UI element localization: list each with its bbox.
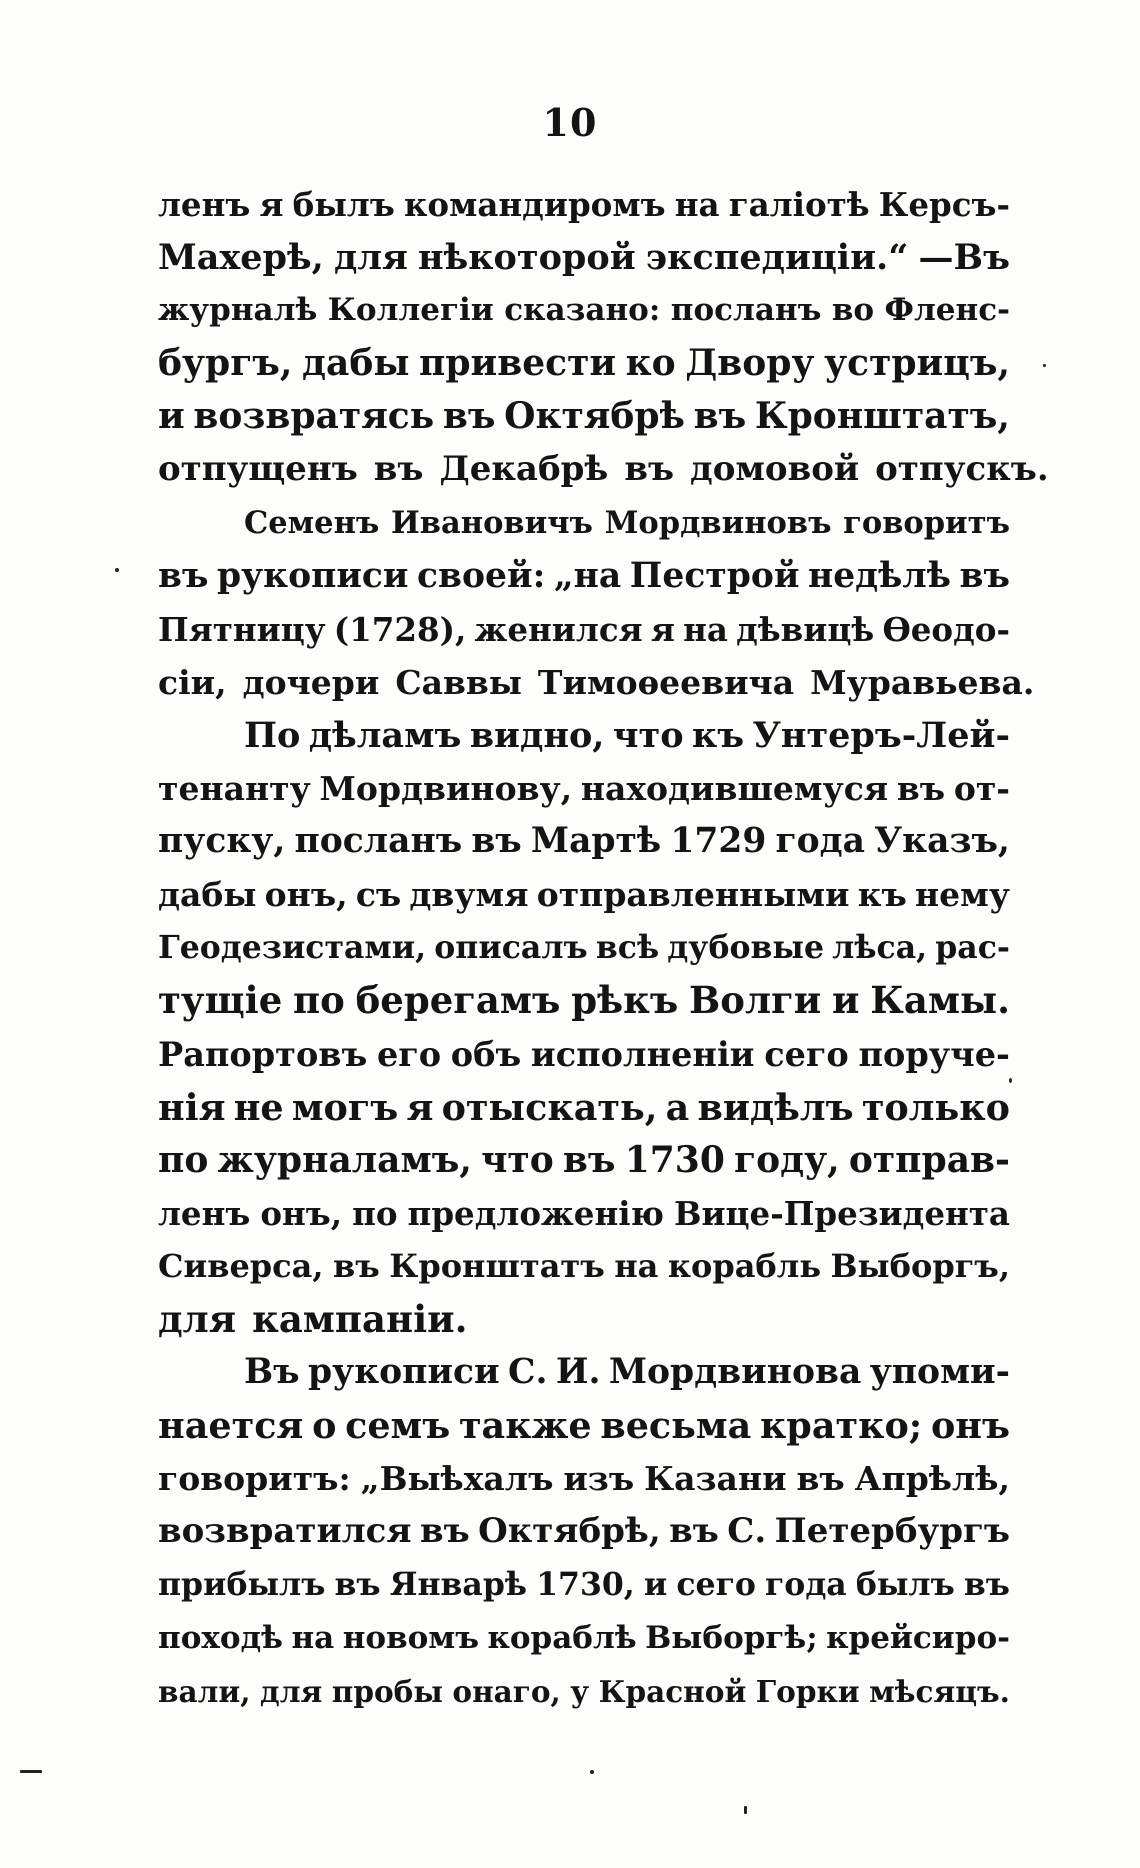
word: также <box>458 1404 592 1448</box>
body-text <box>158 178 1049 1718</box>
word: отправленными <box>536 875 850 915</box>
word: дѣвицѣ <box>736 609 875 649</box>
word: пробы <box>331 1673 443 1709</box>
word: онъ, <box>264 875 348 915</box>
word: возвратясь <box>193 395 435 438</box>
word: дабы <box>302 342 410 385</box>
text-line <box>158 390 1010 443</box>
word: По <box>244 714 301 756</box>
print-speck <box>744 1806 747 1814</box>
word: 1730 <box>624 1138 725 1181</box>
word: на <box>683 609 728 649</box>
word: рукописи <box>308 1352 500 1393</box>
word: женился <box>474 609 643 649</box>
text-line <box>158 656 1035 709</box>
word: С. <box>727 1511 767 1552</box>
word: видѣлъ <box>697 1085 854 1129</box>
word: посланъ <box>294 821 463 862</box>
print-speck <box>20 1770 42 1773</box>
word: по <box>293 978 345 1023</box>
text-line <box>158 1452 1010 1505</box>
word: по <box>352 1193 398 1233</box>
text-line <box>158 497 1010 550</box>
word: устрицъ, <box>824 342 1010 385</box>
word: только <box>861 1085 1010 1129</box>
word: весьма <box>600 1404 752 1448</box>
word: въ <box>963 1566 1010 1604</box>
word: нается <box>158 1404 304 1448</box>
word: мѣсяцъ. <box>869 1673 1010 1709</box>
word: кампаніи. <box>252 1296 468 1341</box>
word: командиромъ <box>403 185 666 224</box>
word: рас- <box>935 929 1010 967</box>
word: от- <box>953 769 1010 809</box>
text-line <box>158 1612 1010 1665</box>
word: поруче- <box>858 1034 1010 1074</box>
word: двумя <box>409 875 529 915</box>
text-line <box>158 1665 1010 1718</box>
word: упоми- <box>869 1352 1010 1393</box>
word: у <box>570 1673 590 1709</box>
word: сказано: <box>504 292 661 329</box>
word: въ <box>442 395 496 438</box>
word: въ <box>959 555 1010 596</box>
word: его <box>376 1034 442 1074</box>
word: (1728), <box>333 609 467 649</box>
word: я <box>259 185 284 224</box>
word: и <box>831 978 860 1023</box>
word: въ <box>562 1138 616 1181</box>
word: Красной <box>598 1673 747 1709</box>
word: семъ <box>345 1404 451 1448</box>
word: Октябрѣ, <box>478 1511 661 1552</box>
word: говоритъ: <box>158 1459 351 1499</box>
word: крейсиро- <box>826 1619 1010 1656</box>
print-speck <box>1043 364 1046 367</box>
word: кораблѣ <box>487 1619 637 1656</box>
text-line <box>158 231 1010 284</box>
word: Октябрѣ <box>504 395 685 438</box>
word: по <box>158 1138 209 1181</box>
word: былъ <box>855 1566 955 1604</box>
word: Керсъ- <box>878 185 1010 224</box>
text-line <box>158 1187 1010 1240</box>
word: „Выѣхалъ <box>360 1459 554 1499</box>
word: —Въ <box>918 237 1010 279</box>
word: Горки <box>755 1673 860 1709</box>
word: тенанту <box>158 769 311 809</box>
word: описалъ <box>434 929 588 967</box>
text-line <box>158 1399 1010 1452</box>
word: на <box>291 1619 335 1656</box>
word: не <box>233 1085 284 1129</box>
word: дабы <box>158 875 257 915</box>
text-line <box>158 974 1010 1027</box>
word: новомъ <box>342 1619 479 1656</box>
word: онаго, <box>452 1673 561 1709</box>
word: Геодезистами, <box>158 929 427 967</box>
word: отправ- <box>848 1138 1010 1181</box>
text-line <box>158 337 1010 390</box>
text-line <box>158 550 1010 603</box>
word: что <box>612 714 684 756</box>
word: дочери <box>242 662 380 702</box>
text-line <box>158 815 1010 868</box>
text-line <box>158 284 1010 337</box>
word: домовой <box>690 449 860 490</box>
word: въ <box>419 1511 470 1552</box>
word: въ <box>624 449 675 490</box>
word: пуску, <box>158 821 286 862</box>
word: Январѣ <box>389 1566 527 1604</box>
print-speck <box>115 568 119 572</box>
word: походѣ <box>158 1619 283 1656</box>
word: въ <box>896 769 946 809</box>
word: Саввы <box>395 662 522 702</box>
word: Унтеръ-Лей- <box>752 714 1010 756</box>
word: Ивановичъ <box>390 504 593 541</box>
word: корабль <box>667 1246 822 1285</box>
word: Коллегіи <box>327 292 494 329</box>
text-line <box>158 1081 1010 1134</box>
text-line <box>158 1134 1010 1187</box>
word: ко <box>625 342 676 385</box>
word: ленъ <box>158 1193 251 1233</box>
word: году, <box>734 1138 840 1181</box>
word: въ <box>158 555 209 596</box>
word: сіи, <box>158 662 227 702</box>
word: Мордвиновъ <box>604 504 832 541</box>
word: Семенъ <box>244 504 380 541</box>
word: въ <box>796 1459 845 1499</box>
word: предложенію <box>407 1193 664 1233</box>
word: говоритъ <box>843 504 1010 541</box>
word: бургъ, <box>158 342 293 385</box>
word: отпущенъ <box>158 449 358 490</box>
word: для <box>260 1673 323 1709</box>
word: нѣкоторой <box>418 237 636 279</box>
word: Мордвинову, <box>319 769 573 809</box>
print-speck <box>1009 1078 1012 1083</box>
word: къ <box>691 714 745 756</box>
word: онъ, <box>260 1193 343 1233</box>
text-line <box>158 1505 1010 1558</box>
word: экспедиціи.“ <box>645 237 909 279</box>
word: Указъ, <box>874 821 1010 862</box>
word: привести <box>419 342 617 385</box>
text-line <box>158 1293 1010 1346</box>
word: Выборгъ, <box>830 1246 1010 1285</box>
word: объ <box>450 1034 522 1074</box>
word: Выборгѣ; <box>645 1619 818 1656</box>
word: сего <box>764 1034 849 1074</box>
word: въ <box>471 821 522 862</box>
text-line <box>158 603 1010 656</box>
word: для <box>158 1296 237 1341</box>
word: къ <box>857 875 907 915</box>
word: Сиверса, <box>158 1246 324 1285</box>
word: во <box>831 292 875 329</box>
word: для <box>334 237 408 279</box>
word: Петербургъ <box>774 1511 1010 1552</box>
word: Кронштатъ, <box>754 395 1010 438</box>
word: Мартѣ <box>530 821 662 862</box>
word: и <box>158 395 185 438</box>
word: Камы. <box>870 978 1010 1023</box>
word: вали, <box>158 1673 251 1709</box>
word: Апрѣлѣ, <box>854 1459 1010 1499</box>
word: рѣкъ <box>571 978 679 1023</box>
word: Вице-Президента <box>673 1193 1010 1233</box>
word: Волги <box>689 978 822 1023</box>
word: Рапортовъ <box>158 1034 368 1074</box>
word: года <box>765 1566 847 1604</box>
word: дѣламъ <box>308 714 462 756</box>
word: Тимоѳеевича <box>537 662 795 702</box>
word: я <box>406 1085 434 1129</box>
word: тущіе <box>158 978 283 1023</box>
word: Казани <box>644 1459 787 1499</box>
word: въ <box>669 1511 719 1552</box>
word: Декабрѣ <box>439 449 609 490</box>
word: кратко; <box>759 1404 923 1448</box>
word: Өеодо- <box>882 609 1010 649</box>
word: Фленс- <box>884 292 1010 329</box>
text-line <box>158 1028 1010 1081</box>
text-line <box>158 1240 1010 1293</box>
word: Мордвинова <box>608 1352 862 1393</box>
word: я <box>650 609 675 649</box>
word: рукописи <box>216 555 409 596</box>
word: 1730, <box>536 1566 635 1604</box>
word: о <box>312 1404 337 1448</box>
word: Двору <box>685 342 815 385</box>
word: отыскать, <box>441 1085 658 1129</box>
word: въ <box>332 1246 380 1285</box>
word: Махерѣ, <box>158 237 324 279</box>
word: лѣса, <box>832 929 928 967</box>
word: журналамъ, <box>217 1138 472 1181</box>
word: Муравьева. <box>810 662 1035 702</box>
word: нія <box>158 1085 226 1129</box>
word: Пестрой <box>629 555 800 596</box>
word: Пятницу <box>158 609 326 649</box>
word: нему <box>915 875 1010 915</box>
word: ленъ <box>158 185 251 224</box>
text-line <box>158 709 1010 762</box>
text-line <box>158 762 1010 815</box>
word: возвратился <box>158 1511 412 1552</box>
word: а <box>665 1085 690 1129</box>
word: Кронштатъ <box>389 1246 605 1285</box>
word: что <box>481 1138 554 1181</box>
word: на <box>674 185 720 224</box>
word: отпускъ. <box>875 449 1049 490</box>
word: находившемуся <box>580 769 889 809</box>
word: галіотѣ <box>728 185 870 224</box>
page-number: 10 <box>542 100 598 145</box>
word: года <box>775 821 866 862</box>
word: на <box>614 1246 659 1285</box>
text-line <box>158 868 1010 921</box>
text-line <box>158 443 1049 496</box>
word: Въ <box>244 1352 300 1393</box>
text-line <box>158 1558 1010 1611</box>
word: И. <box>555 1352 601 1393</box>
word: „на <box>553 555 622 596</box>
word: сего <box>676 1566 756 1604</box>
word: 1729 <box>670 821 767 862</box>
word: недѣлѣ <box>807 555 951 596</box>
word: съ <box>355 875 402 915</box>
word: исполненіи <box>530 1034 755 1074</box>
word: былъ <box>292 185 395 224</box>
word: журналѣ <box>158 292 318 329</box>
word: С. <box>507 1352 548 1393</box>
text-line <box>158 1346 1010 1399</box>
word: онъ <box>930 1404 1010 1448</box>
word: въ <box>373 449 424 490</box>
word: всѣ <box>595 929 660 967</box>
word: могъ <box>291 1085 399 1129</box>
word: и <box>643 1566 668 1604</box>
word: прибылъ <box>158 1566 326 1604</box>
word: своей: <box>417 555 546 596</box>
word: въ <box>334 1566 381 1604</box>
word: дубовые <box>667 929 824 967</box>
word: видно, <box>469 714 605 756</box>
word: въ <box>693 395 747 438</box>
text-line <box>158 921 1010 974</box>
word: изъ <box>563 1459 635 1499</box>
print-speck <box>590 1770 594 1774</box>
word: берегамъ <box>355 978 561 1023</box>
word: посланъ <box>670 292 822 329</box>
text-line <box>158 178 1010 231</box>
